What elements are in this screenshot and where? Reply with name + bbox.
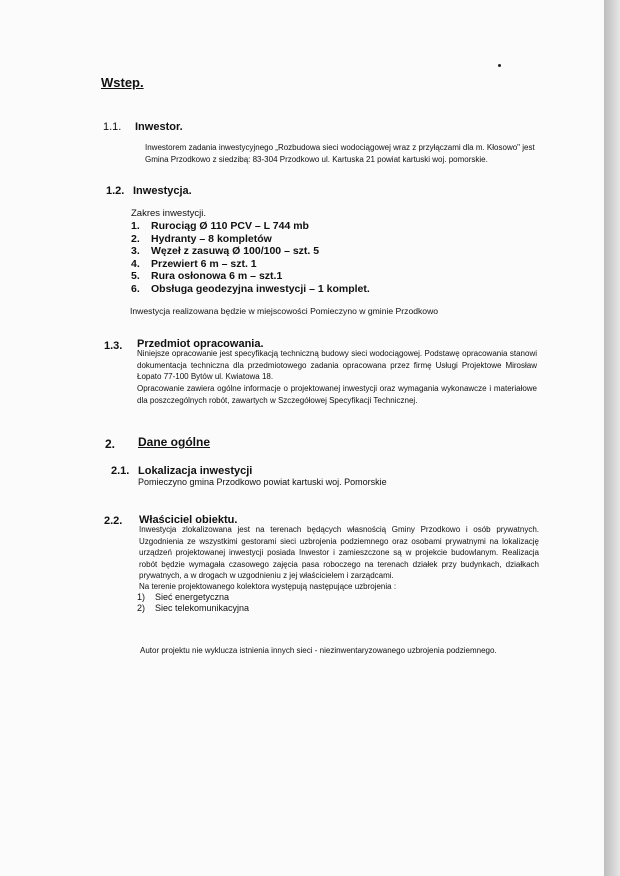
section-1-2-number: 1.2.: [106, 185, 125, 197]
scan-speck: [498, 64, 501, 67]
section-1-3-paragraph2: Opracowanie zawiera ogólne informacje o projektowanej inwestycji oraz wymagania wykonawcze i materiałowe dla poszczególnych robót, zawartych w Szczegółowej Specyfikacji Technicznej.: [137, 384, 537, 405]
section-1-3-title: Przedmiot opracowania.: [137, 338, 264, 350]
section-1-1-line1: Inwestorem zadania inwestycyjnego „Rozbudowa sieci wodociągowej wraz z przyłączami dla m. Kłosowo" jest: [145, 143, 535, 152]
section-2-1-title: Lokalizacja inwestycji: [138, 465, 253, 477]
section-2-2-paragraph: Inwestycja zlokalizowana jest na terenach będących własnością Gminy Przodkowo i osób prywatnych. Uzgodnienia ze wszystkimi gestorami sieci uzbrojenia podziemnego oraz osobami prywatnymi na lokalizację urządzeń projektowanej inwestycji posiada Inwestor i zamieszczone są w projekcie budowlanym. Realizacja robót będzie wymagała czasowego zajęcia pasa roboczego na terenach działek przy budynkach, działkach prywatnych, a w drogach w uzgodnieniu z jej właścicielem i zarządcami.: [139, 525, 539, 580]
list-item: 4. Przewiert 6 m – szt. 1: [131, 257, 257, 270]
list-item: 3. Węzeł z zasuwą Ø 100/100 – szt. 5: [131, 245, 320, 258]
section-2-2-number: 2.2.: [104, 515, 123, 527]
investment-location-note: Inwestycja realizowana będzie w miejscowości Pomieczyno w gminie Przodkowo: [130, 306, 439, 316]
section-2-number: 2.: [105, 437, 116, 451]
scope-list: [131, 220, 370, 296]
section-1-1-line2: Gmina Przodkowo z siedzibą: 83-304 Przodkowo ul. Kartuska 21 powiat kartuski woj. pomorskie.: [145, 155, 488, 164]
list-item: 5. Rura osłonowa 6 m – szt.1: [131, 270, 283, 283]
list-item: 2. Hydranty – 8 kompletów: [131, 232, 272, 245]
section-1-3-paragraph1: Niniejsze opracowanie jest specyfikacją techniczną budowy sieci wodociągowej. Podstawę opracowania stanowi dokumentacja techniczna dla przedmiotowego zadania opracowana przez firmę Usługi Projektowe Mirosław Łopato 77-100 Bytów ul. Kwiatowa 18.: [137, 349, 537, 381]
footer-note: Autor projektu nie wyklucza istnienia innych sieci - niezinwentaryzowanego uzbrojenia podziemnego.: [140, 646, 497, 655]
section-2-1-number: 2.1.: [111, 465, 130, 477]
list-item: 2) Siec telekomunikacyjna: [137, 603, 250, 613]
list-item: 6. Obsługa geodezyjna inwestycji – 1 komplet.: [131, 282, 370, 295]
list-item: 1. Rurociąg Ø 110 PCV – L 744 mb: [131, 220, 309, 232]
section-1-1-number: 1.1.: [103, 121, 122, 133]
utilities-list: [137, 592, 249, 614]
scope-intro: Zakres inwestycji.: [131, 208, 206, 219]
section-1-1-title: Inwestor.: [135, 121, 183, 133]
section-2-2-kolektor-line: Na terenie projektowanego kolektora występują następujące uzbrojenia :: [139, 582, 397, 591]
section-1-3-number: 1.3.: [104, 340, 123, 352]
section-1-2-title: Inwestycja.: [133, 185, 192, 197]
list-item: 1) Sieć energetyczna: [137, 592, 230, 602]
section-2-title: Dane ogólne: [138, 435, 211, 449]
section-2-2-title: Właściciel obiektu.: [139, 514, 238, 526]
scan-edge: [604, 0, 620, 876]
section-2-1-text: Pomieczyno gmina Przodkowo powiat kartuski woj. Pomorskie: [138, 477, 387, 487]
main-heading: Wstep.: [101, 75, 144, 90]
